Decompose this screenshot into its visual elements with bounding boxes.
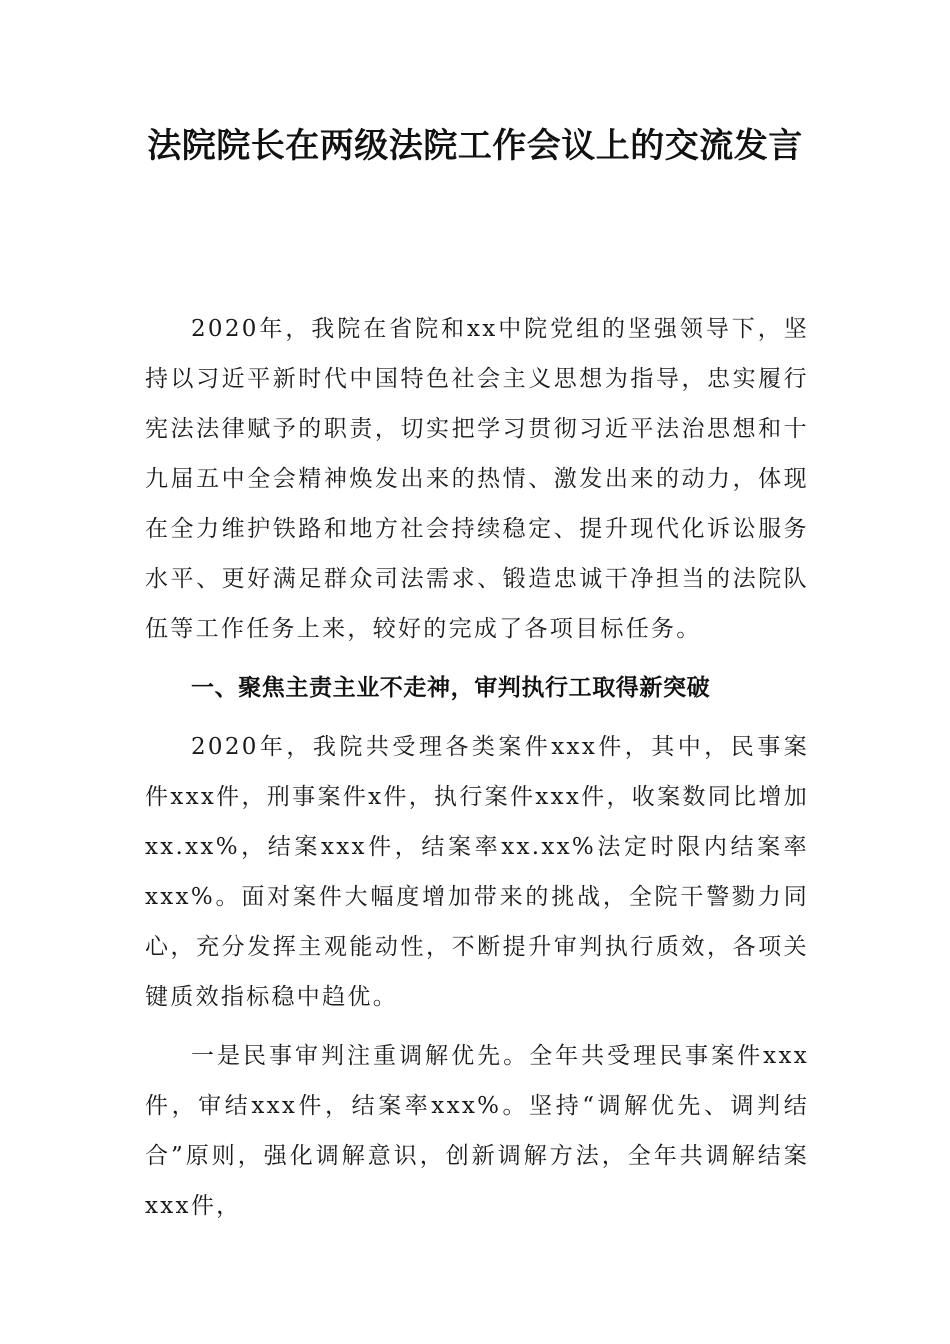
document-body xyxy=(145,304,809,1231)
section-heading: 一、聚焦主责主业不走神，审判执行工取得新突破 xyxy=(191,675,711,701)
intro-paragraph: 2020年，我院在省院和xx中院党组的坚强领导下，坚持以习近平新时代中国特色社会主义思想为指导，忠实履行宪法法律赋予的职责，切实把学习贯彻习近平法治思想和十九届五中全会精神焕发出来的热情、激发出来的动力，体现在全力维护铁路和地方社会持续稳定、提升现代化诉讼服务水平、更好满足群众司法需求、锻造忠诚干净担当的法院队伍等工作任务上来，较好的完成了各项目标任务。 xyxy=(145,316,809,642)
civil-trial-paragraph: 一是民事审判注重调解优先。全年共受理民事案件xxx件，审结xxx件，结案率xxx%。坚持“调解优先、调判结合”原则，强化调解意识，创新调解方法，全年共调解结案xxx件， xyxy=(145,1043,809,1219)
case-statistics-paragraph: 2020年，我院共受理各类案件xxx件，其中，民事案件xxx件，刑事案件x件，执行案件xxx件，收案数同比增加xx.xx%，结案xxx件，结案率xx.xx%法定时限内结案率xxx%。面对案件大幅度增加带来的挑战，全院干警勠力同心，充分发挥主观能动性，不断提升审判执行质效，各项关键质效指标稳中趋优。 xyxy=(145,734,809,1010)
document-title: 法院院长在两级法院工作会议上的交流发言 xyxy=(147,126,803,166)
